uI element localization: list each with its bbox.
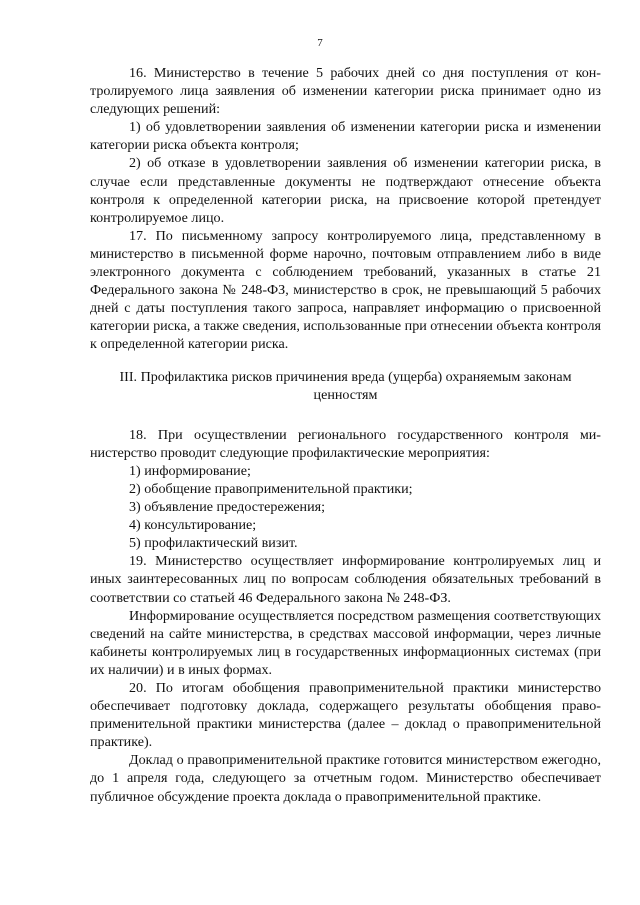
paragraph-16-option-2: 2) об отказе в удовлетворении заявления об изменении категории риска, в случае если представленные документы не подтверждают отнесение объекта контроля к определенной категории риска, на присвоение которой претендует контролируемое лицо. [90, 155, 601, 226]
measure-item: 4) консультирование; [129, 517, 257, 534]
page-number: 7 [317, 37, 323, 49]
measure-item: 1) информирование; [129, 462, 251, 479]
paragraph-16-option-1: 1) об удовлетворении заявления об изменении категории риска и изменении категории риска объекта контроля; [90, 119, 601, 154]
document-body [90, 64, 601, 806]
measure-item: 3) объявление предостережения; [129, 499, 326, 516]
paragraph-report: Доклад о правоприменительной практике готовится министерством ежегодно, до 1 апреля года, следующего за отчетным годом. Министерство обеспечивает публичное обсуждение проекта доклада о правоприменительной практике. [90, 752, 601, 805]
measure-item: 2) обобщение правоприменительной практики; [129, 480, 413, 497]
paragraph-informing: Информирование осуществляется посредством размещения соответствующих сведений на сайте министерства, в средствах массовой информации, через личные кабинеты контролируемых лиц в государственных информационных системах (при их наличии) и в иных формах. [90, 607, 601, 678]
paragraph-17: 17. По письменному запросу контролируемого лица, представленному в министерство в письменной форме нарочно, почтовым отправлением либо в виде электронного документа с соблюдением требований, указанных в статье 21 Федерального закона № 248-ФЗ, министерство в срок, не превышающий 5 рабочих дней с даты поступления такого запроса, направляет информацию о присвоенной категории риска, а также сведения, использованные при отнесении объекта контроля к определенной категории риска. [90, 227, 601, 353]
section-heading: III. Профилактика рисков причинения вреда (ущерба) охраняемым законам ценностям [119, 368, 572, 403]
paragraph-18: 18. При осуществлении регионального государственного контроля министерство проводит следующие профилактические мероприятия: [90, 426, 601, 461]
measure-item: 5) профилактический визит. [129, 535, 298, 552]
paragraph-16: 16. Министерство в течение 5 рабочих дней со дня поступления от контролируемого лица заявления об изменении категории риска принимает одно из следующих решений: [90, 65, 601, 118]
paragraph-20: 20. По итогам обобщения правоприменительной практики министерство обеспечивает подготовку доклада, содержащего результаты обобщения правоприменительной практики министерства (далее – доклад о правоприменительной практике). [90, 680, 601, 751]
paragraph-19: 19. Министерство осуществляет информирование контролируемых лиц и иных заинтересованных лиц по вопросам соблюдения обязательных требований в соответствии со статьей 46 Федерального закона № 248-ФЗ. [90, 553, 601, 606]
